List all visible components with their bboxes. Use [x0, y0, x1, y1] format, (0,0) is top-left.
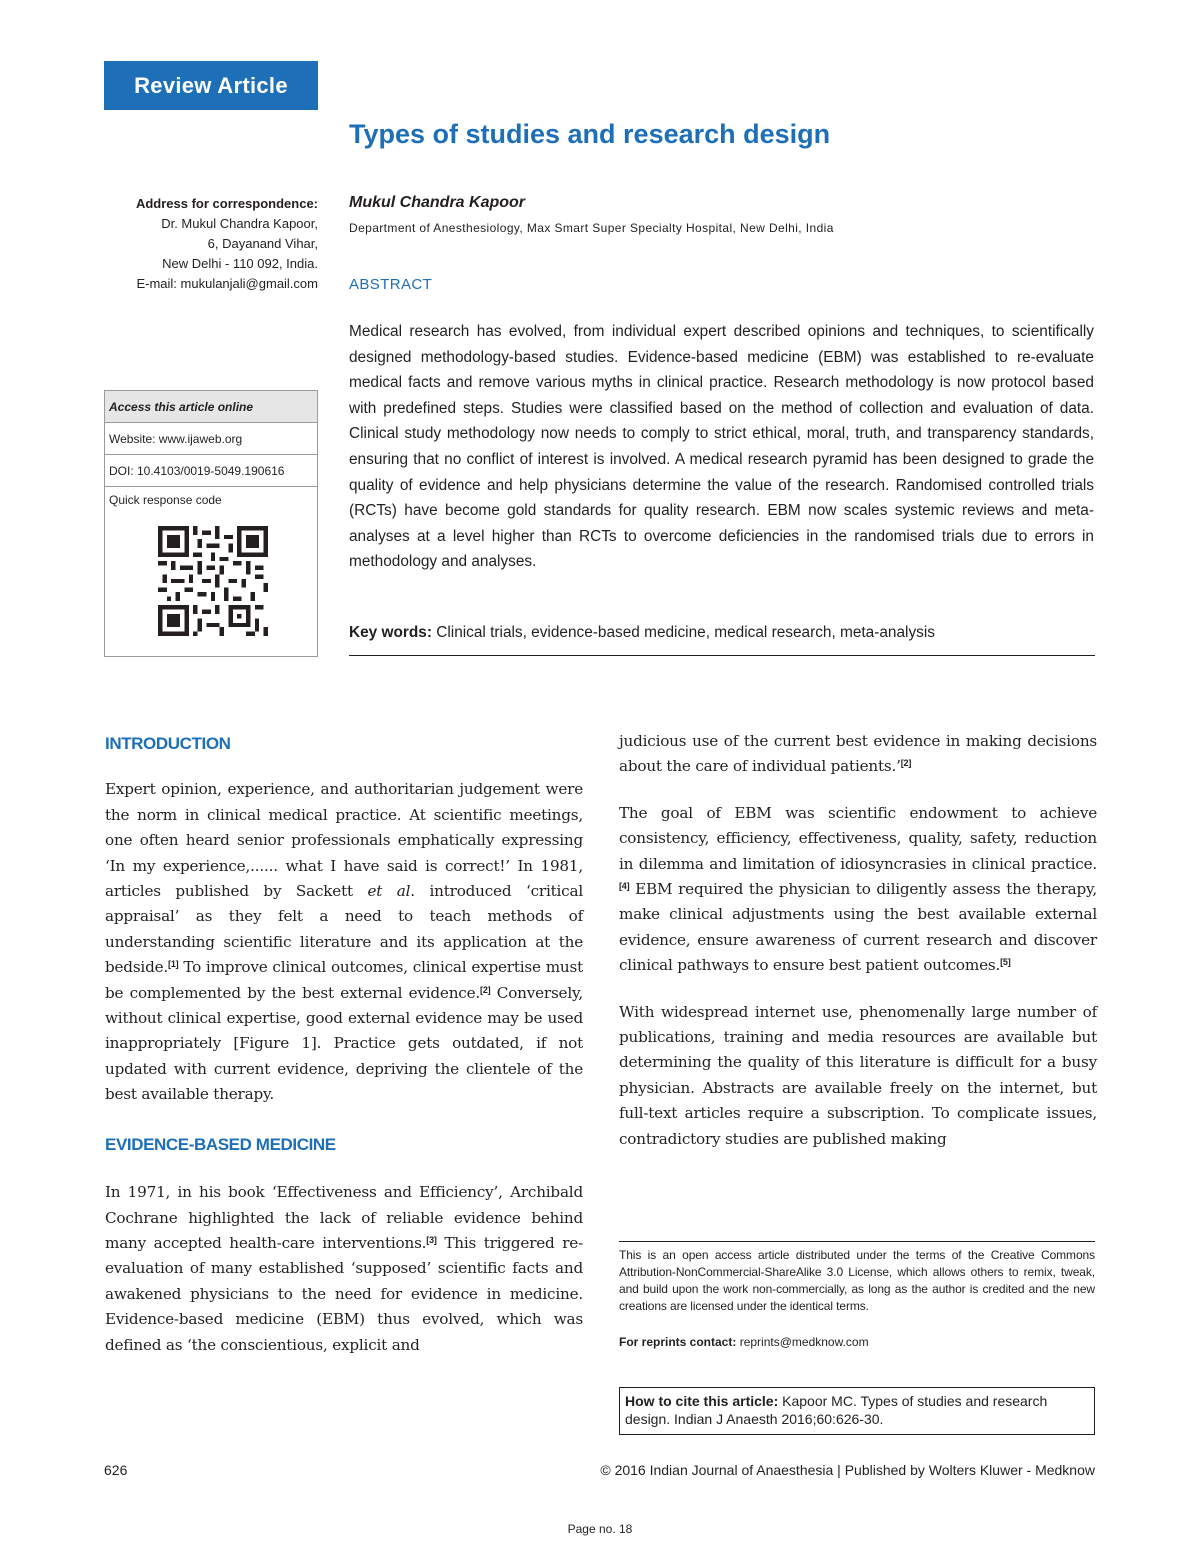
citation-link[interactable]: [2] [900, 758, 912, 769]
article-title: Types of studies and research design [349, 119, 831, 149]
reprints-contact [619, 1335, 869, 1349]
cite-text: Kapoor MC. Types of studies and research design. Indian J Anaesth 2016;60:626-30. [625, 1393, 1048, 1427]
citation-link[interactable]: [5] [1000, 957, 1011, 968]
license-text: This is an open access article distributed under the terms of the Creative Commons Attribution-NonCommercial-ShareAlike 3.0 License, which allows others to remix, tweak, and build upon the work non-commercially, as long as the author is credited and the new creations are licensed under the identical terms. [619, 1248, 1095, 1313]
citation-box [619, 1387, 1095, 1435]
abstract-heading: ABSTRACT [349, 276, 433, 293]
address-name: Dr. Mukul Chandra Kapoor, [161, 216, 318, 231]
article-type-badge: Review Article [104, 61, 318, 110]
citation-link[interactable]: [3] [426, 1234, 437, 1245]
section-heading-introduction: INTRODUCTION [105, 734, 231, 753]
access-online-box [104, 390, 318, 657]
keywords [349, 622, 1094, 644]
qr-code-icon[interactable] [158, 526, 268, 636]
left-column [105, 731, 583, 1358]
keywords-list: Clinical trials, evidence-based medicine, medical research, meta-analysis [436, 624, 935, 641]
citation-link[interactable]: [4] [619, 881, 630, 892]
section-heading-ebm: EVIDENCE-BASED MEDICINE [105, 1134, 336, 1154]
cite-label: How to cite this article: [625, 1393, 779, 1409]
body-paragraph: With widespread internet use, phenomenally large number of publications, training and media resources are available but determining the quality of this literature is difficult for a busy physician. Abstracts are available freely on the internet, but full-text articles require a subscription. To complicate issues, contradictory studies are published making [619, 1002, 1097, 1148]
address-email[interactable]: E-mail: mukulanjali@gmail.com [136, 276, 318, 291]
keywords-label: Key words: [349, 624, 432, 641]
access-heading: Access this article online [105, 391, 317, 423]
reprints-email[interactable]: reprints@medknow.com [739, 1335, 869, 1349]
footer-copyright: © 2016 Indian Journal of Anaesthesia | Published by Wolters Kluwer - Medknow [600, 1462, 1095, 1478]
page-no-label: Page no. 18 [567, 1522, 633, 1536]
qr-code-label: Quick response code [109, 493, 222, 507]
license-divider [619, 1241, 1095, 1242]
ebm-paragraph: In 1971, in his book ‘Effectiveness and Efficiency’, Archibald Cochrane highlighted the lack of reliable evidence behind many accepted health-care interventions.[3] This triggered re-evaluation of many established ‘supposed’ scientific facts and awakened physicians to the need for evidence in medicine. Evidence-based medicine (EBM) thus evolved, which was defined as ‘the conscientious, explicit and [105, 1183, 583, 1354]
address-heading: Address for correspondence: [135, 196, 318, 211]
page-number: 626 [104, 1462, 128, 1478]
author-affiliation: Department of Anesthesiology, Max Smart Super Specialty Hospital, New Delhi, India [349, 221, 834, 235]
address-street: 6, Dayanand Vihar, [207, 236, 318, 251]
access-doi[interactable]: DOI: 10.4103/0019-5049.190616 [105, 455, 317, 487]
correspondence-address [104, 194, 318, 294]
abstract-text: Medical research has evolved, from individual expert described opinions and techniques, to scientifically designed methodology-based studies. Evidence-based medicine (EBM) was established to re-evaluate medical facts and remove various myths in clinical practice. Research methodology is now protocol based with predefined steps. Studies were classified based on the method of collection and evaluation of data. Clinical study methodology now needs to comply to strict ethical, moral, truth, and transparency standards, ensuring that no conflict of interest is involved. A medical research pyramid has been designed to grade the quality of evidence and help physicians determine the value of the research. Randomised controlled trials (RCTs) have become gold standards for quality research. EBM now scales systemic reviews and meta-analyses at a level higher than RCTs to overcome deficiencies in the randomised trials due to errors in methodology and analyses. [349, 323, 1094, 571]
citation-link[interactable]: [2] [480, 984, 491, 995]
intro-paragraph: Expert opinion, experience, and authoritarian judgement were the norm in clinical medical practice. At scientific meetings, one often heard senior professionals emphatically expressing ‘In my experience,...... what I have said is correct!’ In 1981, articles published by Sackett et al. introduced ‘critical appraisal’ as they felt a need to teach methods of understanding scientific literature and its application at the bedside.[1] To improve clinical outcomes, clinical expertise must be complemented by the best external evidence.[2] Conversely, without clinical expertise, good external evidence may be used inappropriately [Figure 1]. Practice gets outdated, if not updated with current evidence, depriving the clientele of the best available therapy. [105, 780, 583, 1104]
body-paragraph: The goal of EBM was scientific endowment to achieve consistency, efficiency, effectiveness, quality, safety, reduction in dilemma and limitation of idiosyncrasies in clinical practice.[4] EBM required the physician to diligently assess the therapy, make clinical adjustments using the best available external evidence, ensure awareness of current research and discover clinical pathways to ensure best patient outcomes.[5] [619, 803, 1097, 975]
address-city: New Delhi - 110 092, India. [162, 256, 318, 271]
author-name: Mukul Chandra Kapoor [349, 194, 526, 211]
access-website[interactable]: Website: www.ijaweb.org [105, 423, 317, 455]
abstract-divider [349, 655, 1095, 656]
right-column [619, 729, 1097, 1152]
reprints-label: For reprints contact: [619, 1335, 737, 1349]
body-paragraph: judicious use of the current best evidence in making decisions about the care of individual patients.’[2] [619, 732, 1097, 776]
citation-link[interactable]: [1] [168, 959, 179, 970]
